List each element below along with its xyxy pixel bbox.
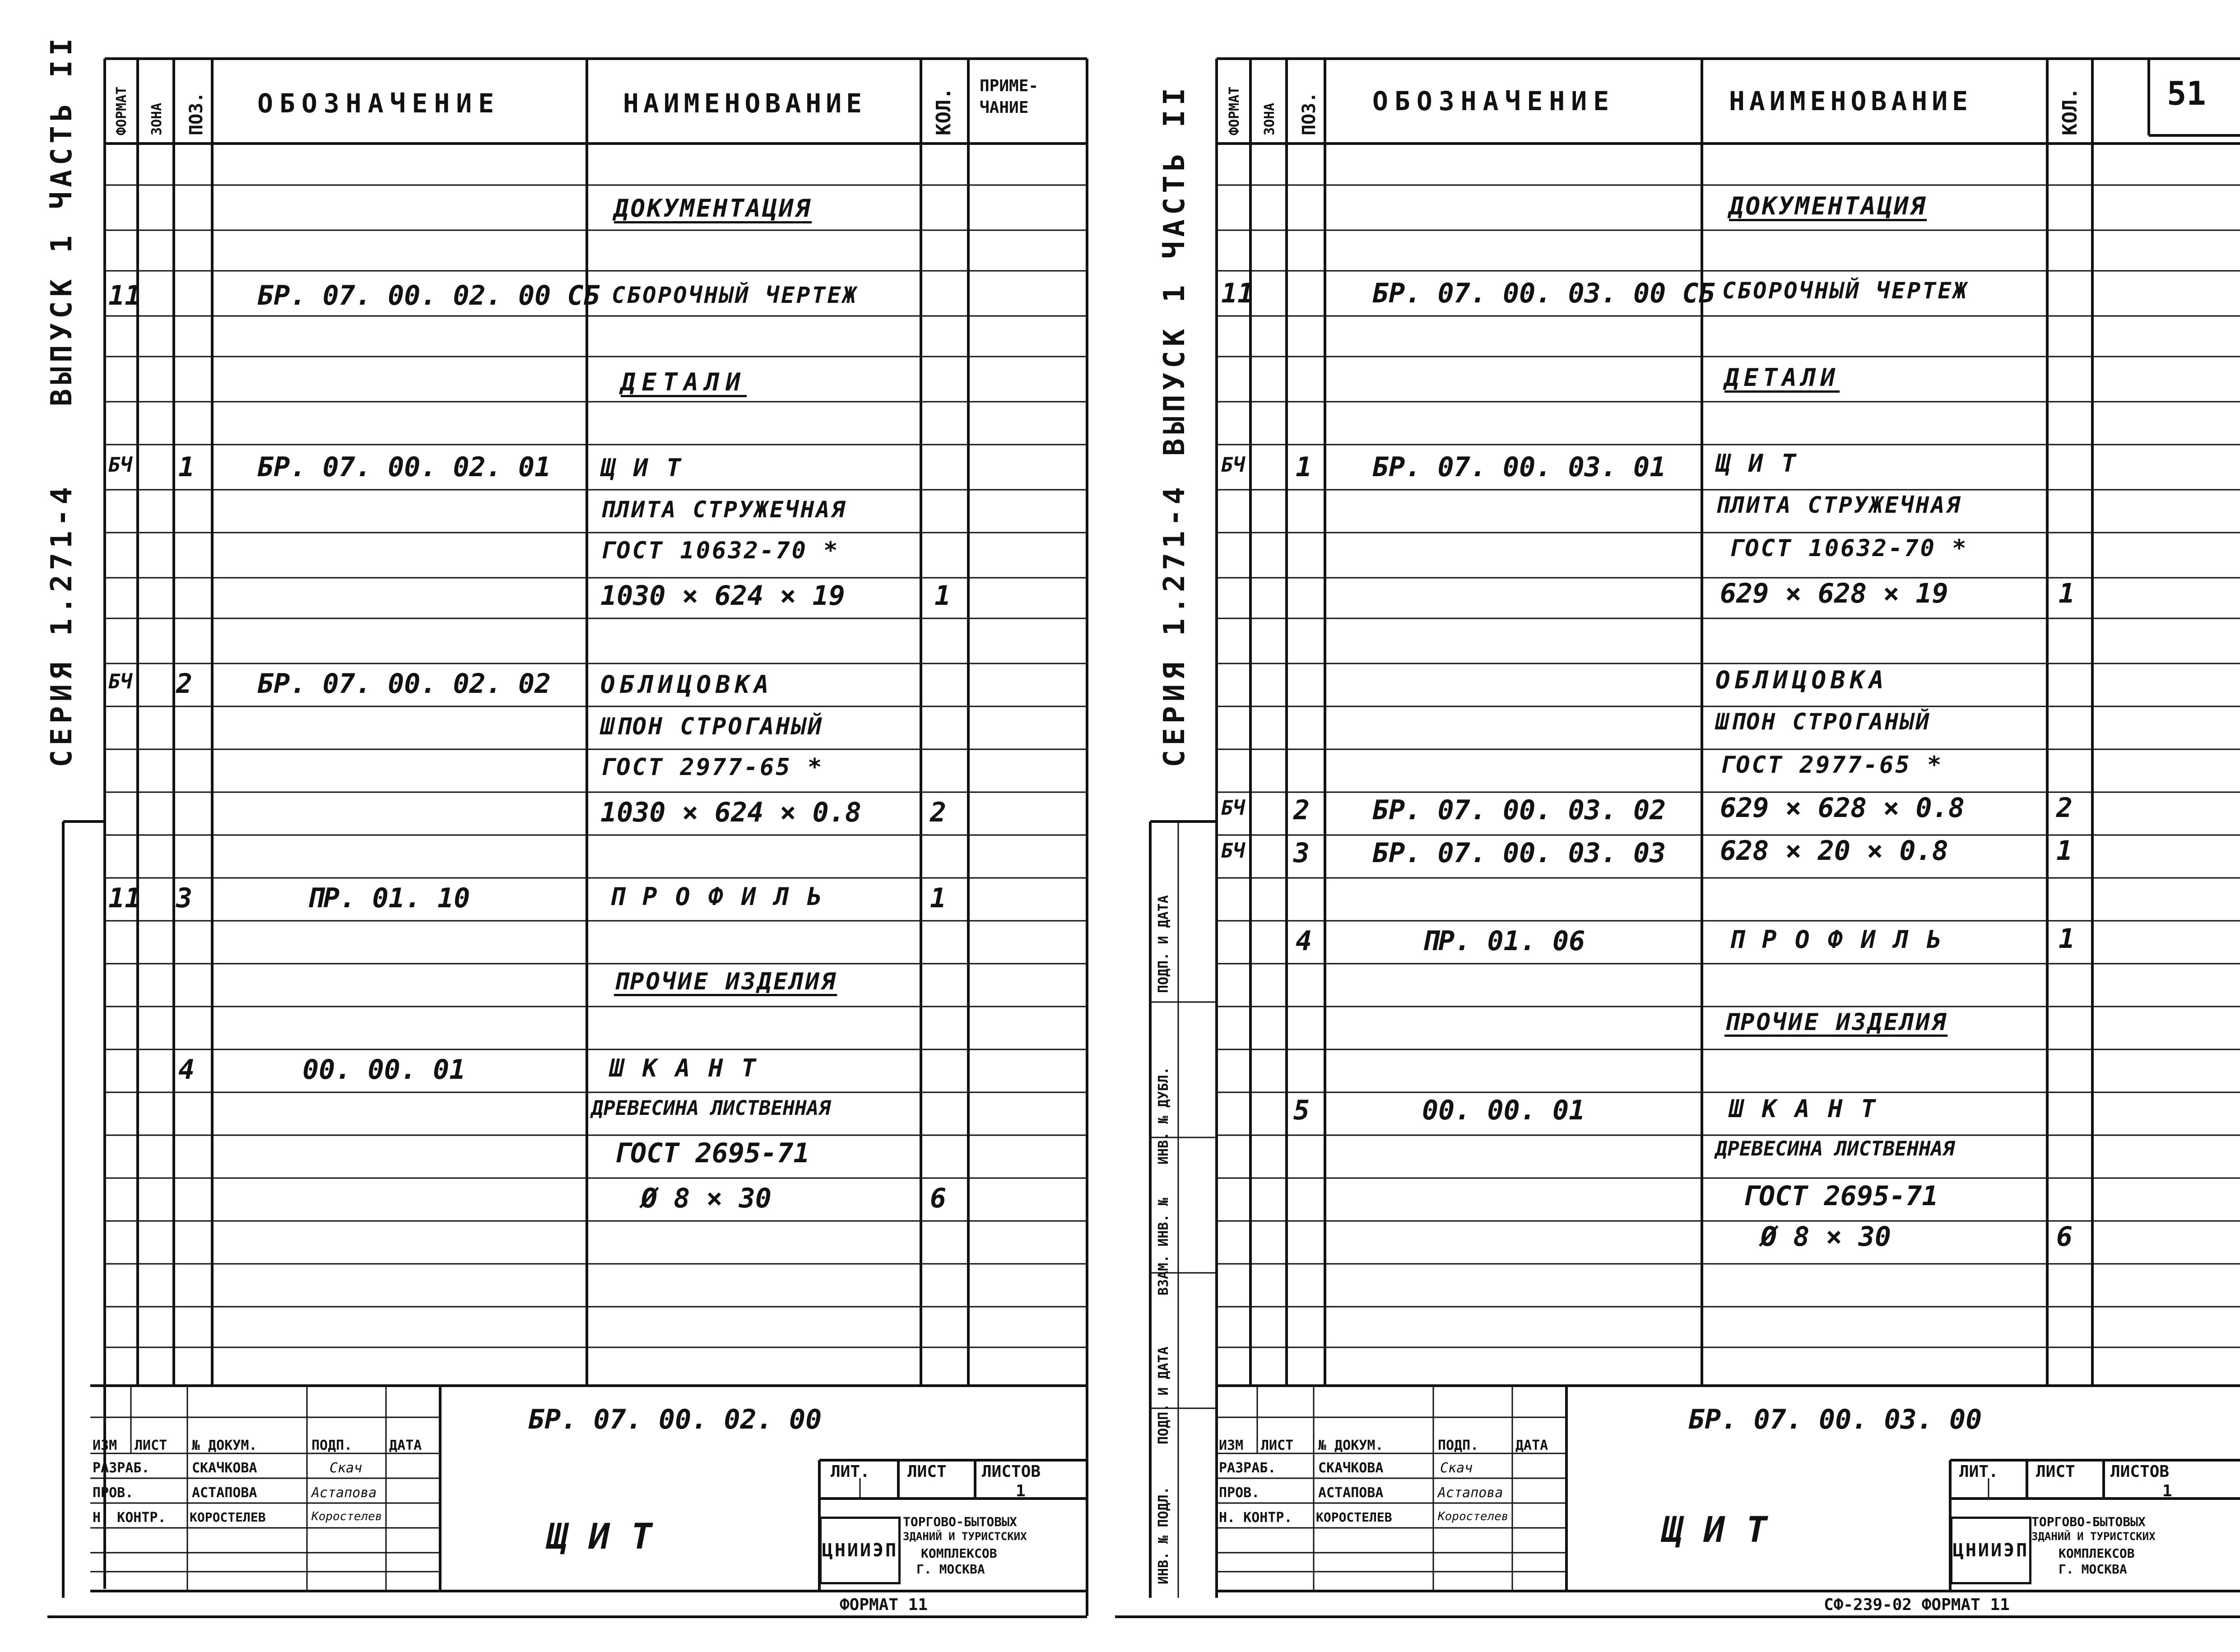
format-label: ФОРМАТ 11	[840, 1596, 928, 1614]
row-designation: БР. 07. 00. 03. 02	[1372, 794, 1666, 826]
row-designation: ПР. 01. 10	[307, 882, 470, 914]
row-designation: БР. 07. 00. 03. 01	[1372, 451, 1666, 483]
row-format: БЧ	[1221, 454, 1245, 477]
row-name: ГОСТ 2977-65 *	[1720, 752, 1943, 779]
role-label: Н. КОНТР.	[1219, 1510, 1292, 1526]
section-title: ДОКУМЕНТАЦИЯ	[1729, 192, 1927, 220]
section-title: ДЕТАЛИ	[621, 368, 747, 396]
person-name: КОРОСТЕЛЕВ	[1316, 1510, 1392, 1525]
row-name: ГОСТ 2977-65 *	[600, 754, 824, 781]
signature: Коростелев	[1438, 1510, 1509, 1523]
row-name: Щ И Т	[600, 454, 683, 482]
row-name: Ш К А Н Т	[1729, 1095, 1878, 1123]
col-doc: № ДОКУМ.	[1318, 1438, 1384, 1453]
row-name: ОБЛИЦОВКА	[1715, 666, 1888, 694]
header-format: ФОРМАТ	[1227, 86, 1242, 135]
org-line: КОМПЛЕКСОВ	[2059, 1546, 2135, 1561]
row-format: 11	[108, 882, 141, 914]
side-series-label: СЕРИЯ 1.271-4	[1158, 483, 1191, 767]
row-qty: 2	[2056, 792, 2073, 824]
row-designation: БР. 07. 00. 02. 00 СБ	[257, 280, 600, 311]
row-name: Ш К А Н Т	[609, 1054, 758, 1082]
row-name: ГОСТ 10632-70 *	[1729, 535, 1968, 562]
row-qty: 2	[930, 797, 947, 828]
row-designation: 00. 00. 01	[1422, 1095, 1585, 1126]
row-name: 1030 × 624 × 19	[600, 580, 845, 612]
sheets-value: 1	[1016, 1482, 1026, 1500]
row-name: П Р О Ф И Л Ь	[1729, 925, 1943, 954]
col-date: ДАТА	[1515, 1438, 1548, 1453]
header-designation: ОБОЗНАЧЕНИЕ	[1372, 86, 1616, 116]
header-note-1: ПРИМЕ-	[980, 77, 1039, 95]
header-zone: ЗОНА	[149, 102, 165, 135]
section-title: ПРОЧИЕ ИЗДЕЛИЯ	[614, 968, 837, 995]
drawing-title: Щ И Т	[1661, 1510, 1767, 1550]
header-format: ФОРМАТ	[114, 86, 130, 135]
row-name: Щ И Т	[1715, 449, 1798, 478]
row-format: БЧ	[1221, 840, 1245, 863]
row-name: Ø 8 × 30	[641, 1183, 771, 1214]
row-format: БЧ	[108, 670, 132, 693]
row-pos: 1	[1296, 451, 1312, 483]
header-pos: ПОЗ.	[186, 92, 207, 135]
col-sign: ПОДП.	[311, 1438, 353, 1453]
signature: Скач	[1440, 1460, 1473, 1476]
document-code: БР. 07. 00. 02. 00	[528, 1404, 822, 1435]
org-line: ТОРГОВО-БЫТОВЫХ	[903, 1514, 1017, 1529]
row-designation: БР. 07. 00. 03. 00 СБ	[1372, 278, 1715, 309]
drawing-title: Щ И Т	[546, 1517, 652, 1557]
side-issue-label: ВЫПУСК 1 ЧАСТЬ II	[1158, 83, 1191, 456]
row-name: ГОСТ 2695-71	[1743, 1180, 1938, 1212]
org-line: Г. МОСКВА	[2059, 1562, 2127, 1577]
row-pos: 3	[1293, 837, 1310, 869]
stamp-label: ВЗАМ. ИНВ. №	[1156, 1197, 1171, 1295]
person-name: АСТАПОВА	[192, 1485, 257, 1501]
person-name: СКАЧКОВА	[1318, 1460, 1384, 1476]
role-label: ПРОВ.	[1219, 1485, 1260, 1501]
org-line: Г. МОСКВА	[916, 1562, 985, 1577]
header-pos: ПОЗ.	[1299, 92, 1320, 135]
col-doc: № ДОКУМ.	[192, 1438, 257, 1453]
stamp-label: ИНВ. № ДУБЛ.	[1156, 1067, 1171, 1165]
row-designation: ПР. 01. 06	[1422, 925, 1585, 957]
stamp-label: ПОДП. И ДАТА	[1156, 895, 1171, 993]
row-qty: 1	[930, 882, 947, 914]
col-date: ДАТА	[389, 1438, 422, 1453]
row-qty: 6	[930, 1183, 947, 1214]
section-title: ДЕТАЛИ	[1724, 363, 1840, 392]
row-name: 628 × 20 × 0.8	[1720, 835, 1948, 867]
stamp-label: ИНВ. № ПОДЛ.	[1156, 1486, 1171, 1584]
row-pos: 4	[178, 1054, 195, 1086]
row-format: 11	[108, 280, 141, 311]
header-qty: КОЛ.	[2059, 88, 2082, 135]
row-format: 11	[1221, 278, 1254, 309]
row-name: ГОСТ 2695-71	[614, 1137, 810, 1169]
signature: Астапова	[311, 1485, 377, 1501]
row-name: ДРЕВЕСИНА ЛИСТВЕННАЯ	[1715, 1137, 1955, 1160]
header-name: НАИМЕНОВАНИЕ	[1729, 86, 1973, 116]
row-name: ПЛИТА СТРУЖЕЧНАЯ	[600, 497, 847, 523]
row-name: ПЛИТА СТРУЖЕЧНАЯ	[1715, 492, 1962, 518]
role-label: Н. КОНТР.	[93, 1510, 166, 1526]
row-designation: БР. 07. 00. 02. 01	[257, 451, 551, 483]
signature: Коростелев	[311, 1510, 382, 1523]
row-name: ШПОН СТРОГАНЫЙ	[1715, 709, 1931, 735]
col-list: ЛИСТ	[1261, 1438, 1294, 1453]
row-qty: 1	[2056, 835, 2073, 867]
section-title: ДОКУМЕНТАЦИЯ	[614, 194, 812, 223]
person-name: АСТАПОВА	[1318, 1485, 1384, 1501]
row-qty: 6	[2056, 1221, 2073, 1253]
header-name: НАИМЕНОВАНИЕ	[623, 88, 867, 119]
row-name: П Р О Ф И Л Ь	[609, 882, 824, 911]
section-title: ПРОЧИЕ ИЗДЕЛИЯ	[1724, 1009, 1948, 1036]
col-list: ЛИСТ	[135, 1438, 167, 1453]
row-pos: 2	[176, 668, 193, 700]
sheet-label: ЛИСТ	[2036, 1462, 2075, 1481]
page-number: 51	[2167, 74, 2206, 112]
row-pos: 5	[1293, 1095, 1310, 1126]
role-label: РАЗРАБ.	[93, 1460, 150, 1476]
person-name: СКАЧКОВА	[192, 1460, 257, 1476]
header-zone: ЗОНА	[1262, 102, 1278, 135]
row-qty: 1	[934, 580, 951, 612]
institute-logo: ЦНИИЭП	[1950, 1517, 2031, 1584]
col-sign: ПОДП.	[1438, 1438, 1479, 1453]
sheets-label: ЛИСТОВ	[982, 1462, 1041, 1481]
row-name: ШПОН СТРОГАНЫЙ	[600, 713, 824, 740]
row-qty: 1	[2059, 923, 2075, 955]
sheet-label: ЛИСТ	[907, 1462, 947, 1481]
row-pos: 4	[1296, 925, 1312, 957]
person-name: КОРОСТЕЛЕВ	[190, 1510, 266, 1525]
header-designation: ОБОЗНАЧЕНИЕ	[257, 88, 501, 119]
format-label: СФ-239-02 ФОРМАТ 11	[1824, 1596, 2010, 1614]
row-name: СБОРОЧНЫЙ ЧЕРТЕЖ	[612, 282, 858, 308]
sheets-label: ЛИСТОВ	[2110, 1462, 2170, 1481]
row-pos: 2	[1293, 794, 1310, 826]
row-name: СБОРОЧНЫЙ ЧЕРТЕЖ	[1722, 278, 1969, 304]
row-name: ГОСТ 10632-70 *	[600, 537, 840, 564]
row-name: 1030 × 624 × 0.8	[600, 797, 861, 828]
col-izm: ИЗМ	[1219, 1438, 1244, 1453]
org-line: ЗДАНИЙ И ТУРИСТСКИХ	[2031, 1530, 2156, 1543]
row-qty: 1	[2059, 578, 2075, 609]
row-pos: 1	[178, 451, 195, 483]
row-name: ДРЕВЕСИНА ЛИСТВЕННАЯ	[591, 1097, 831, 1120]
role-label: ПРОВ.	[93, 1485, 134, 1501]
header-note-2: ЧАНИЕ	[980, 98, 1029, 117]
document-code: БР. 07. 00. 03. 00	[1688, 1404, 1982, 1435]
row-format: БЧ	[1221, 797, 1245, 820]
signature: Астапова	[1438, 1485, 1503, 1501]
row-name: 629 × 628 × 19	[1720, 578, 1948, 609]
side-series-label: СЕРИЯ 1.271-4	[45, 483, 79, 767]
institute-logo: ЦНИИЭП	[819, 1517, 901, 1584]
col-izm: ИЗМ	[93, 1438, 117, 1453]
row-name: ОБЛИЦОВКА	[600, 670, 773, 699]
row-name: Ø 8 × 30	[1761, 1221, 1891, 1253]
side-issue-label: ВЫПУСК 1 ЧАСТЬ II	[45, 33, 79, 406]
header-qty: КОЛ.	[932, 88, 955, 135]
signature: Скач	[330, 1460, 362, 1476]
lit-label: ЛИТ.	[1959, 1462, 1998, 1481]
row-format: БЧ	[108, 454, 132, 477]
sheets-value: 1	[2162, 1482, 2172, 1500]
row-designation: БР. 07. 00. 02. 02	[257, 668, 551, 700]
org-line: ЗДАНИЙ И ТУРИСТСКИХ	[903, 1530, 1027, 1543]
row-designation: БР. 07. 00. 03. 03	[1372, 837, 1666, 869]
role-label: РАЗРАБ.	[1219, 1460, 1276, 1476]
org-line: ТОРГОВО-БЫТОВЫХ	[2031, 1514, 2146, 1529]
stamp-label: ПОДП. И ДАТА	[1156, 1346, 1171, 1444]
row-name: 629 × 628 × 0.8	[1720, 792, 1965, 824]
row-designation: 00. 00. 01	[302, 1054, 466, 1086]
lit-label: ЛИТ.	[831, 1462, 870, 1481]
row-pos: 3	[176, 882, 193, 914]
org-line: КОМПЛЕКСОВ	[921, 1546, 997, 1561]
